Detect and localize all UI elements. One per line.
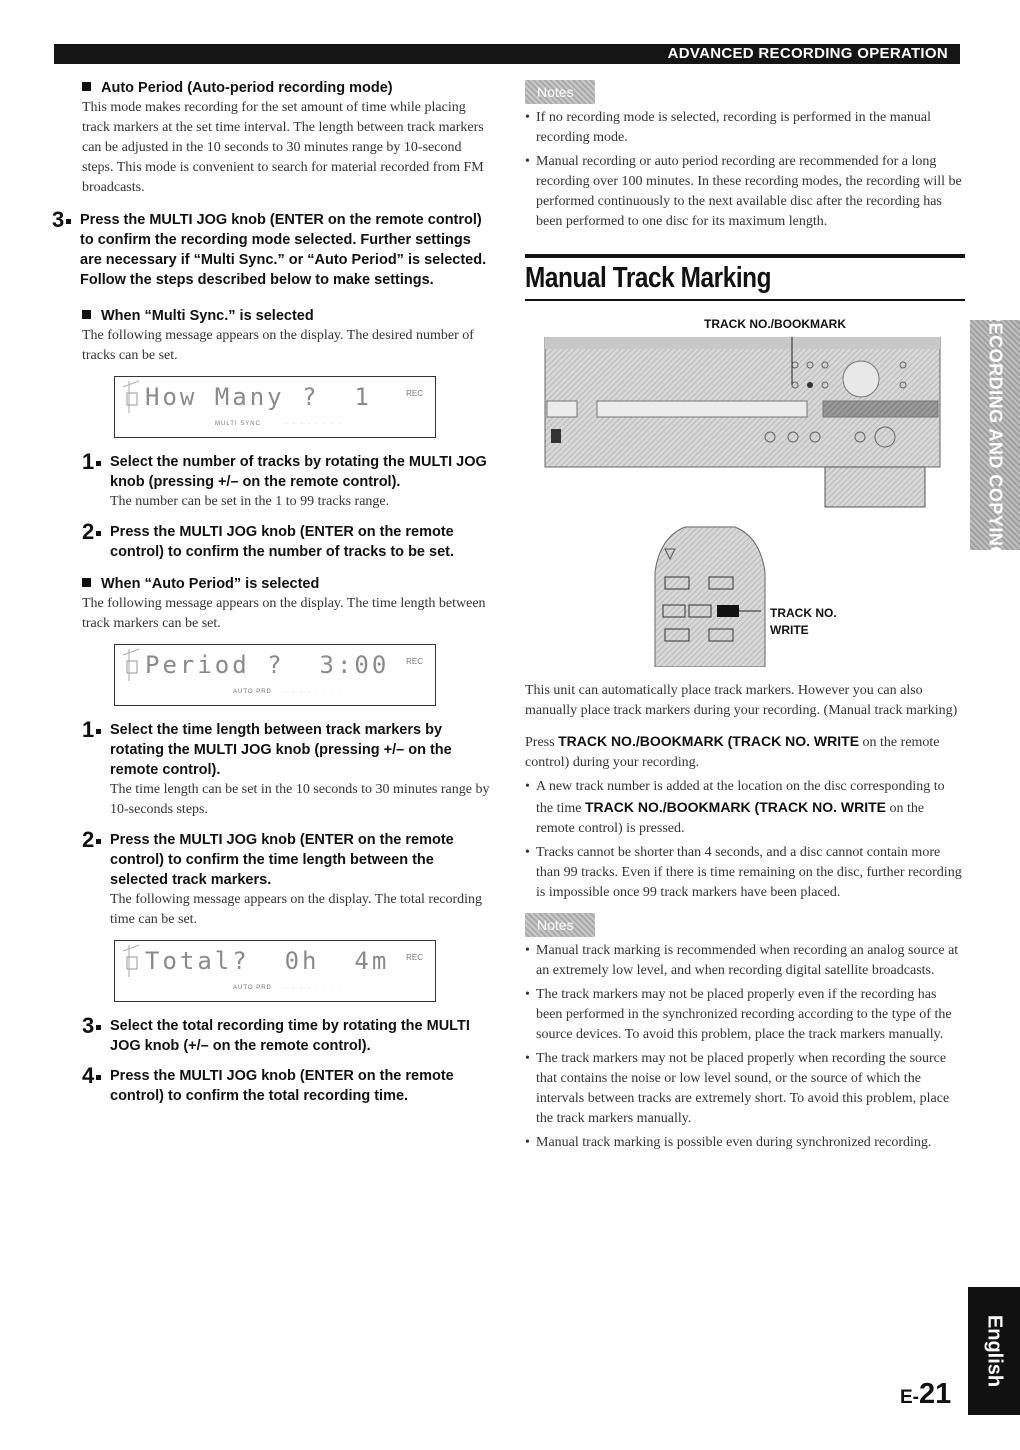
- step-number: 2: [82, 827, 101, 853]
- level-meter-icon: · · · · · · · ·: [285, 421, 343, 427]
- step-number: 3: [82, 1013, 101, 1039]
- disc-icon: [121, 943, 141, 979]
- auto-period-selected-body: The following message appears on the display. The time length between track markers can be set.: [82, 596, 486, 631]
- notes-list: [525, 108, 965, 232]
- lcd-display-total: [114, 940, 436, 1002]
- language-tab-english: [968, 1287, 1020, 1415]
- section-rule-top: [525, 254, 965, 258]
- step-number: 2: [82, 519, 101, 545]
- language-tab-label: English: [983, 1314, 1006, 1388]
- step-title: Press the MULTI JOG knob (ENTER on the remote control) to confirm the total recording time.: [110, 1068, 454, 1104]
- rec-indicator: REC: [406, 953, 423, 962]
- figure-label-remote: TRACK NO. WRITE: [770, 606, 837, 637]
- step-number: 4: [82, 1063, 101, 1089]
- note-item: • Manual track marking is possible even during synchronized recording.: [525, 1133, 965, 1153]
- notes-list: [525, 941, 965, 1153]
- square-bullet-icon: [82, 82, 91, 91]
- remote-control: [655, 527, 765, 667]
- auto-period-heading: Auto Period (Auto-period recording mode): [82, 80, 492, 96]
- figure-label-top: TRACK NO./BOOKMARK: [704, 317, 846, 331]
- page-number: E-21: [900, 1378, 952, 1410]
- auto-period-step-3: [82, 1013, 492, 1056]
- step-body: The number can be set in the 1 to 99 tracks range.: [110, 494, 390, 509]
- step-title: Select the total recording time by rotating the MULTI JOG knob (+/– on the remote control).: [110, 1018, 470, 1054]
- auto-period-selected-heading: When “Auto Period” is selected: [82, 576, 492, 592]
- step-body: The time length can be set in the 10 seconds to 30 minutes range by 10-seconds steps.: [110, 782, 490, 817]
- press-instruction: Press TRACK NO./BOOKMARK (TRACK NO. WRITE on the remote control) during your recording.: [525, 733, 940, 770]
- lcd-display-period: [114, 644, 436, 706]
- display-text: Total? 0h 4m: [145, 947, 390, 975]
- device-illustration: [525, 337, 965, 667]
- multi-sync-step-2: [82, 519, 492, 562]
- auto-period-body: This mode makes recording for the set amount of time while placing track markers at the set time interval. The length between track markers can be adjusted in the 10 seconds to 30 minutes range by 10-second steps. This mode is convenient to search for material recorded from FM broadcasts.: [82, 100, 484, 195]
- chapter-tab-recording: [970, 309, 1020, 561]
- level-meter-icon: · · · · · · · ·: [285, 689, 343, 695]
- bullet-item: • Tracks cannot be shorter than 4 seconds, and a disc cannot contain more than 99 tracks. Even if there is time remaining on the disc, further recording is impossible once 99 track markers have been placed.: [525, 843, 965, 903]
- level-meter-icon: · · · · · · · ·: [285, 985, 343, 991]
- note-item: • Manual track marking is recommended when recording an analog source at an extremely low level, and when recording digital satellite broadcasts.: [525, 941, 965, 981]
- multi-sync-heading: When “Multi Sync.” is selected: [82, 308, 492, 324]
- auto-period-step-4: [82, 1063, 492, 1106]
- rec-indicator: REC: [406, 389, 423, 398]
- square-bullet-icon: [82, 578, 91, 587]
- step-title: Select the time length between track markers by rotating the MULTI JOG knob (pressing +/– on the remote control).: [110, 722, 452, 778]
- cd-recorder-unit: [545, 337, 940, 507]
- note-item: • If no recording mode is selected, recording is performed in the manual recording mode.: [525, 108, 965, 148]
- chapter-tab-label: RECORDING AND COPYING: [985, 309, 1006, 561]
- notes-badge: Notes: [525, 913, 595, 937]
- step-number: 1: [82, 717, 101, 743]
- intro-paragraph: This unit can automatically place track markers. However you can also manually place track markers during your recording. (Manual track marking): [525, 683, 958, 718]
- right-column: [525, 80, 965, 1153]
- left-column: [52, 80, 492, 1106]
- display-text: How Many ? 1: [145, 383, 372, 411]
- rec-indicator: REC: [406, 657, 423, 666]
- auto-period-step-1: [82, 717, 492, 820]
- step-title: Select the number of tracks by rotating the MULTI JOG knob (pressing +/– on the remote control).: [110, 454, 487, 490]
- disc-icon: [121, 379, 141, 415]
- auto-period-step-2: [82, 827, 492, 930]
- display-subtext: AUTO PRD: [233, 985, 272, 991]
- step-number: 3: [52, 207, 71, 233]
- notes-2: [525, 913, 965, 1153]
- section-rule-bottom: [525, 299, 965, 301]
- square-bullet-icon: [82, 310, 91, 319]
- step-3-confirm-mode: [52, 207, 492, 290]
- multi-sync-body: The following message appears on the display. The desired number of tracks can be set.: [82, 328, 474, 363]
- display-subtext: MULTI SYNC: [215, 421, 261, 427]
- track-marking-bullets: [525, 777, 965, 903]
- step-number: 1: [82, 449, 101, 475]
- note-item: • Manual recording or auto period recording are recommended for a long recording over 100 minutes. In these recording modes, the recording will be performed continuously to the next available disc after the recording has been performed to one disc for its maximum length.: [525, 152, 965, 232]
- multi-sync-step-1: [82, 449, 492, 512]
- disc-icon: [121, 647, 141, 683]
- section-title: Manual Track Marking: [525, 262, 772, 294]
- step-title: Press the MULTI JOG knob (ENTER on the remote control) to confirm the time length between the selected track markers.: [110, 832, 454, 888]
- note-item: • The track markers may not be placed properly even if the recording has been performed in the synchronized recording according to the type of the source devices. To avoid this problem, place the track markers manually.: [525, 985, 965, 1045]
- section-header-bar: [54, 44, 960, 64]
- note-item: • The track markers may not be placed properly when recording the source that contains the noise or low level sound, or the source of which the intervals between tracks are extremely short. To avoid this problem, place the track markers manually.: [525, 1049, 965, 1129]
- notes-badge: Notes: [525, 80, 595, 104]
- step-title: Press the MULTI JOG knob (ENTER on the remote control) to confirm the number of tracks to be set.: [110, 524, 455, 560]
- bullet-item: • A new track number is added at the location on the disc corresponding to the time TRACK NO./BOOKMARK (TRACK NO. WRITE on the remote control) is pressed.: [525, 777, 965, 839]
- display-text: Period ? 3:00: [145, 651, 390, 679]
- lcd-display-how-many: [114, 376, 436, 438]
- step-title: Press the MULTI JOG knob (ENTER on the remote control) to confirm the recording mode selected. Further settings are necessary if “Multi Sync.” or “Auto Period” is selected. Follow the steps described below to make settings.: [80, 212, 487, 288]
- step-body: The following message appears on the display. The total recording time can be set.: [110, 892, 483, 927]
- display-subtext: AUTO PRD: [233, 689, 272, 695]
- section-header-title: ADVANCED RECORDING OPERATION: [667, 45, 948, 62]
